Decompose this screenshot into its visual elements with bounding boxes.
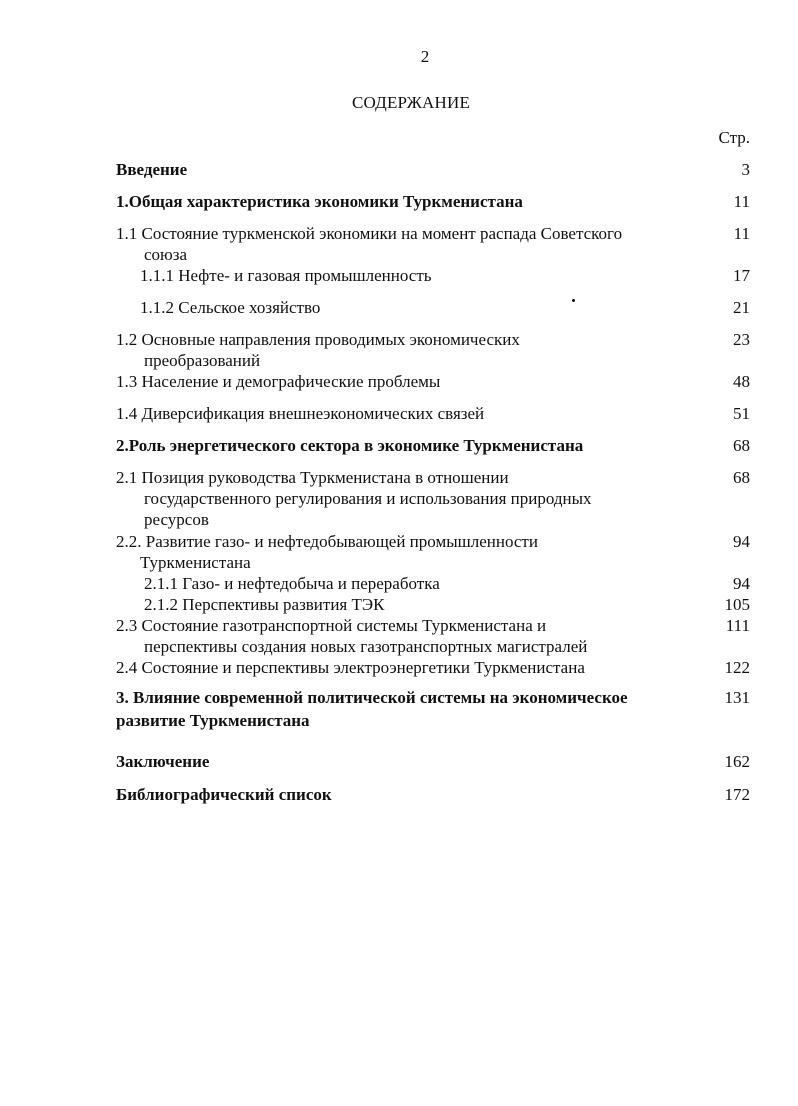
toc-entry-text: Библиографический список [116, 785, 332, 804]
toc-entry-page: 122 [724, 658, 750, 677]
toc-entry-page: 17 [733, 266, 750, 285]
toc-entry-text-cont: перспективы создания новых газотранспортных магистралей [144, 637, 588, 656]
page-number: 2 [420, 47, 430, 66]
toc-entry-page: 94 [733, 532, 750, 551]
toc-entry-text-cont: ресурсов [144, 510, 209, 529]
toc-entry-text-cont: государственного регулирования и использования природных [144, 489, 592, 508]
toc-entry-text-cont: союза [144, 245, 188, 264]
toc-entry-text: 2.1.1 Газо- и нефтедобыча и переработка [144, 574, 440, 593]
toc-entry-text: 2.2. Развитие газо- и нефтедобывающей промышленности [116, 532, 538, 551]
stray-dot [572, 299, 575, 302]
toc-entry-page: 51 [733, 404, 750, 423]
toc-entry-text: 1.3 Население и демографические проблемы [116, 372, 441, 391]
toc-entry-text: 2.3 Состояние газотранспортной системы Туркменистана и [116, 616, 547, 635]
toc-entry-page: 172 [724, 785, 750, 804]
toc-entry-page: 105 [724, 595, 750, 614]
toc-entry-text: 2.4 Состояние и перспективы электроэнергетики Туркменистана [116, 658, 585, 677]
toc-entry-text: 2.Роль энергетического сектора в экономике Туркменистана [116, 436, 584, 455]
toc-entry-text: 3. Влияние современной политической системы на экономическое [116, 688, 628, 707]
toc-entry-text: Заключение [116, 752, 210, 771]
toc-entry-page: 11 [733, 224, 750, 243]
page-column-header: Стр. [718, 128, 750, 147]
toc-entry-page: 23 [733, 330, 750, 349]
toc-entry-text: 1.Общая характеристика экономики Туркменистана [116, 192, 523, 211]
toc-entry-page: 3 [741, 160, 750, 179]
toc-entry-text: Введение [116, 160, 188, 179]
toc-entry-text: 1.1.1 Нефте- и газовая промышленность [140, 266, 432, 285]
toc-entry-text-cont: развитие Туркменистана [116, 711, 310, 730]
toc-entry-page: 68 [733, 436, 750, 455]
toc-entry-page: 162 [724, 752, 750, 771]
page-title: СОДЕРЖАНИЕ [352, 93, 471, 112]
toc-entry-page: 111 [725, 616, 750, 635]
toc-entry-text: 2.1.2 Перспективы развития ТЭК [144, 595, 385, 614]
toc-entry-text: 2.1 Позиция руководства Туркменистана в отношении [116, 468, 509, 487]
toc-entry-page: 48 [733, 372, 750, 391]
toc-entry-page: 131 [724, 688, 750, 707]
toc-entry-page: 68 [733, 468, 750, 487]
toc-entry-text-cont: Туркменистана [140, 553, 251, 572]
toc-entry-text: 1.1 Состояние туркменской экономики на момент распада Советского [116, 224, 623, 243]
toc-entry-text: 1.1.2 Сельское хозяйство [140, 298, 321, 317]
toc-entry-text: 1.4 Диверсификация внешнеэкономических связей [116, 404, 485, 423]
toc-entry-text-cont: преобразований [144, 351, 261, 370]
toc-entry-page: 21 [733, 298, 750, 317]
toc-entry-text: 1.2 Основные направления проводимых экономических [116, 330, 520, 349]
toc-entry-page: 94 [733, 574, 750, 593]
toc-entry-page: 11 [733, 192, 750, 211]
